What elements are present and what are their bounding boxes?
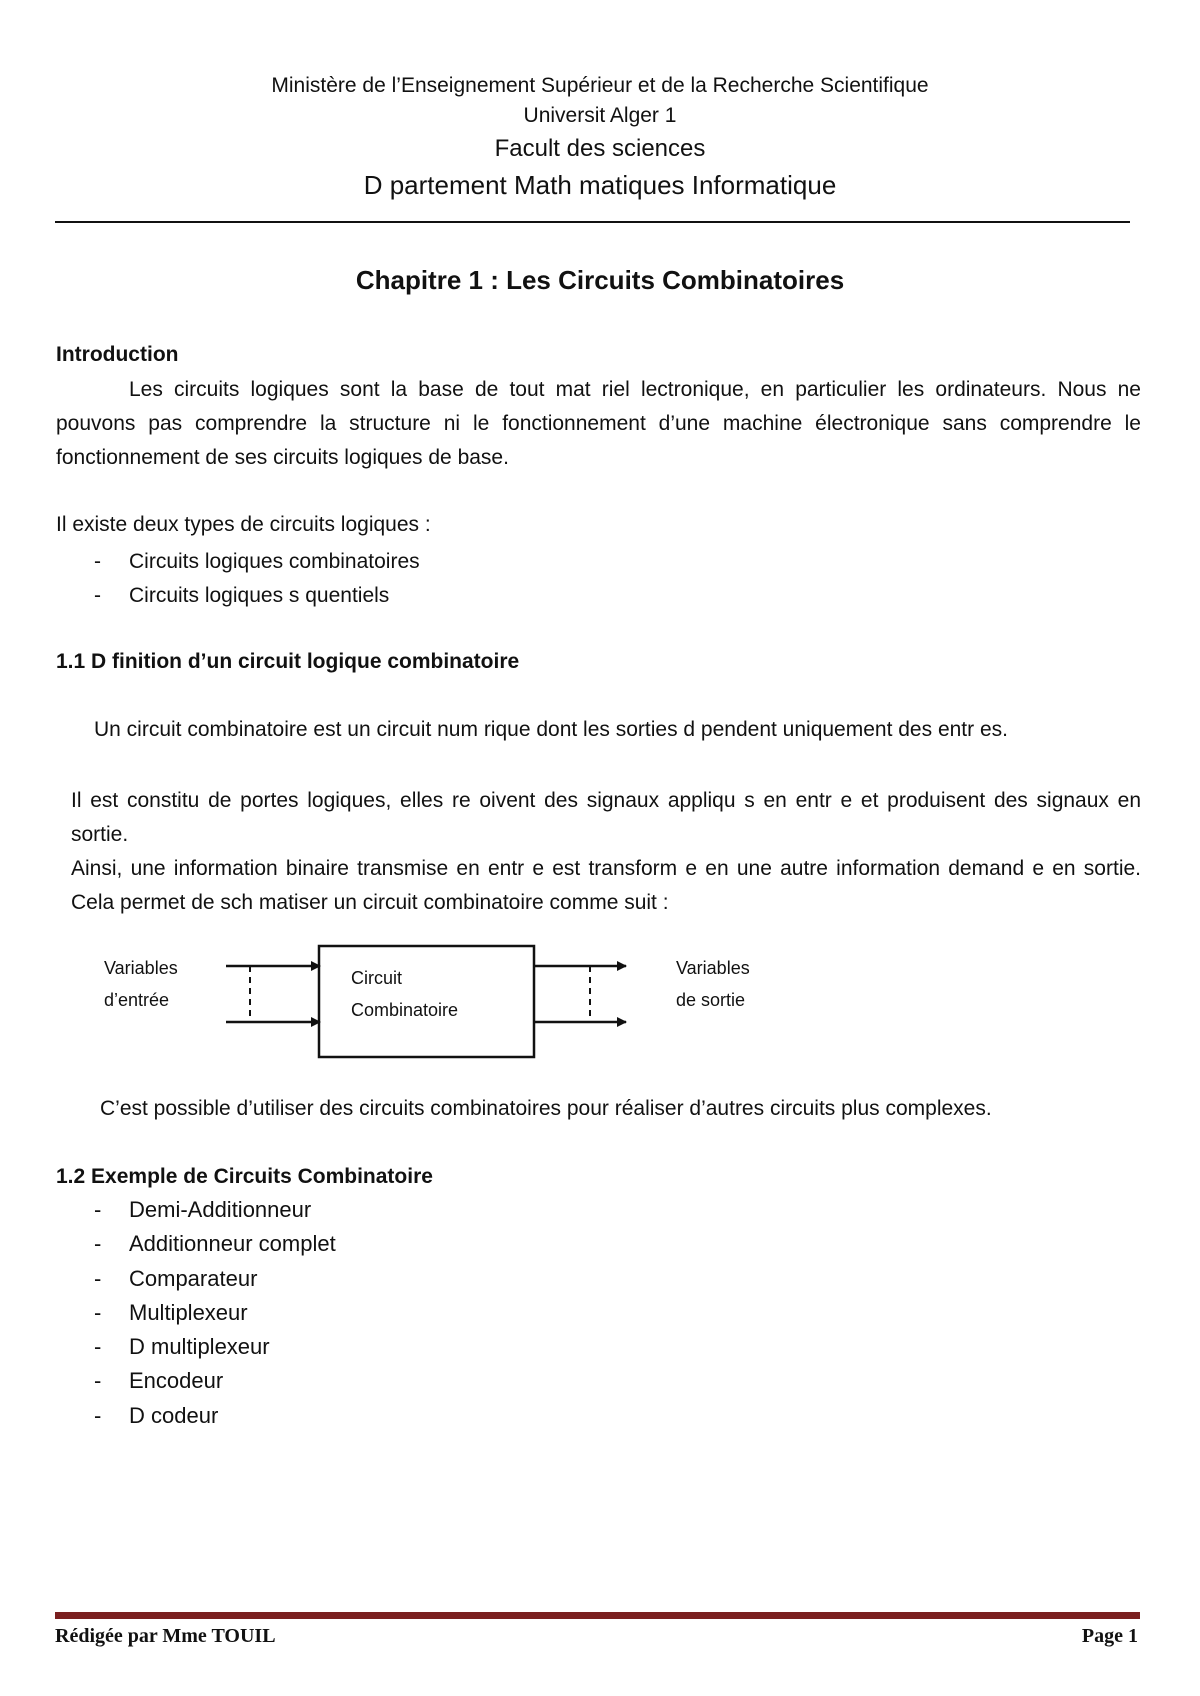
section2-heading: 1.2 Exemple de Circuits Combinatoire: [56, 1165, 433, 1188]
intro-heading: Introduction: [56, 343, 179, 366]
list-item: - Comparateur: [94, 1265, 258, 1291]
list-item: - Demi-Additionneur: [94, 1197, 312, 1222]
output-label: Variables de sortie: [676, 958, 750, 1010]
list-item: - D multiplexeur: [94, 1334, 270, 1360]
header-faculty: Facult des sciences: [494, 135, 706, 162]
section1-heading: 1.1 D finition d’un circuit logique combinatoire: [56, 650, 520, 673]
footer-author: Rédigée par Mme TOUIL: [55, 1625, 276, 1647]
input-label: Variables d’entrée: [104, 958, 178, 1010]
section1-definition: Un circuit combinatoire est un circuit num rique dont les sorties d pendent uniquement des entr es.: [94, 718, 1008, 741]
footer-divider: [55, 1612, 1140, 1619]
footer-page-number: Page 1: [1081, 1625, 1138, 1647]
box-label: Circuit Combinatoire: [351, 968, 459, 1020]
examples-list: [56, 1193, 336, 1433]
header-ministry: Ministère de l’Enseignement Supérieur et de la Recherche Scientifique: [271, 74, 929, 97]
list-item: - Circuits logiques combinatoires: [94, 550, 420, 573]
list-item: - Encodeur: [94, 1368, 224, 1394]
list-item: - Multiplexeur: [94, 1299, 248, 1325]
after-diagram-text: C’est possible d’utiliser des circuits combinatoires pour réaliser d’autres circuits plus complexes.: [100, 1097, 992, 1120]
list-item: - Additionneur complet: [94, 1231, 336, 1257]
header-department: D partement Math matiques Informatique: [363, 170, 837, 200]
list-item: - D codeur: [94, 1402, 219, 1428]
types-lead: Il existe deux types de circuits logiques :: [56, 513, 431, 536]
header-university: Universit Alger 1: [523, 104, 677, 127]
intro-paragraph: Les circuits logiques sont la base de tout mat riel lectronique, en particulier les ordinateurs. Nous ne pouvons pas comprendre la structure ni le fonctionnement d’une machine électronique sans comprendre le fonctionnement de ses circuits logiques de base.: [56, 378, 1141, 469]
chapter-title: Chapitre 1 : Les Circuits Combinatoires: [355, 265, 845, 295]
section1-p2: Il est constitu de portes logiques, elles re oivent des signaux appliqu s en entr e et produisent des signaux en sortie.: [71, 789, 1141, 846]
list-item: - Circuits logiques s quentiels: [94, 584, 390, 607]
section1-p3: Ainsi, une information binaire transmise en entr e est transform e en une autre information demand e en sortie. Cela permet de sch matiser un circuit combinatoire comme suit :: [71, 857, 1141, 914]
